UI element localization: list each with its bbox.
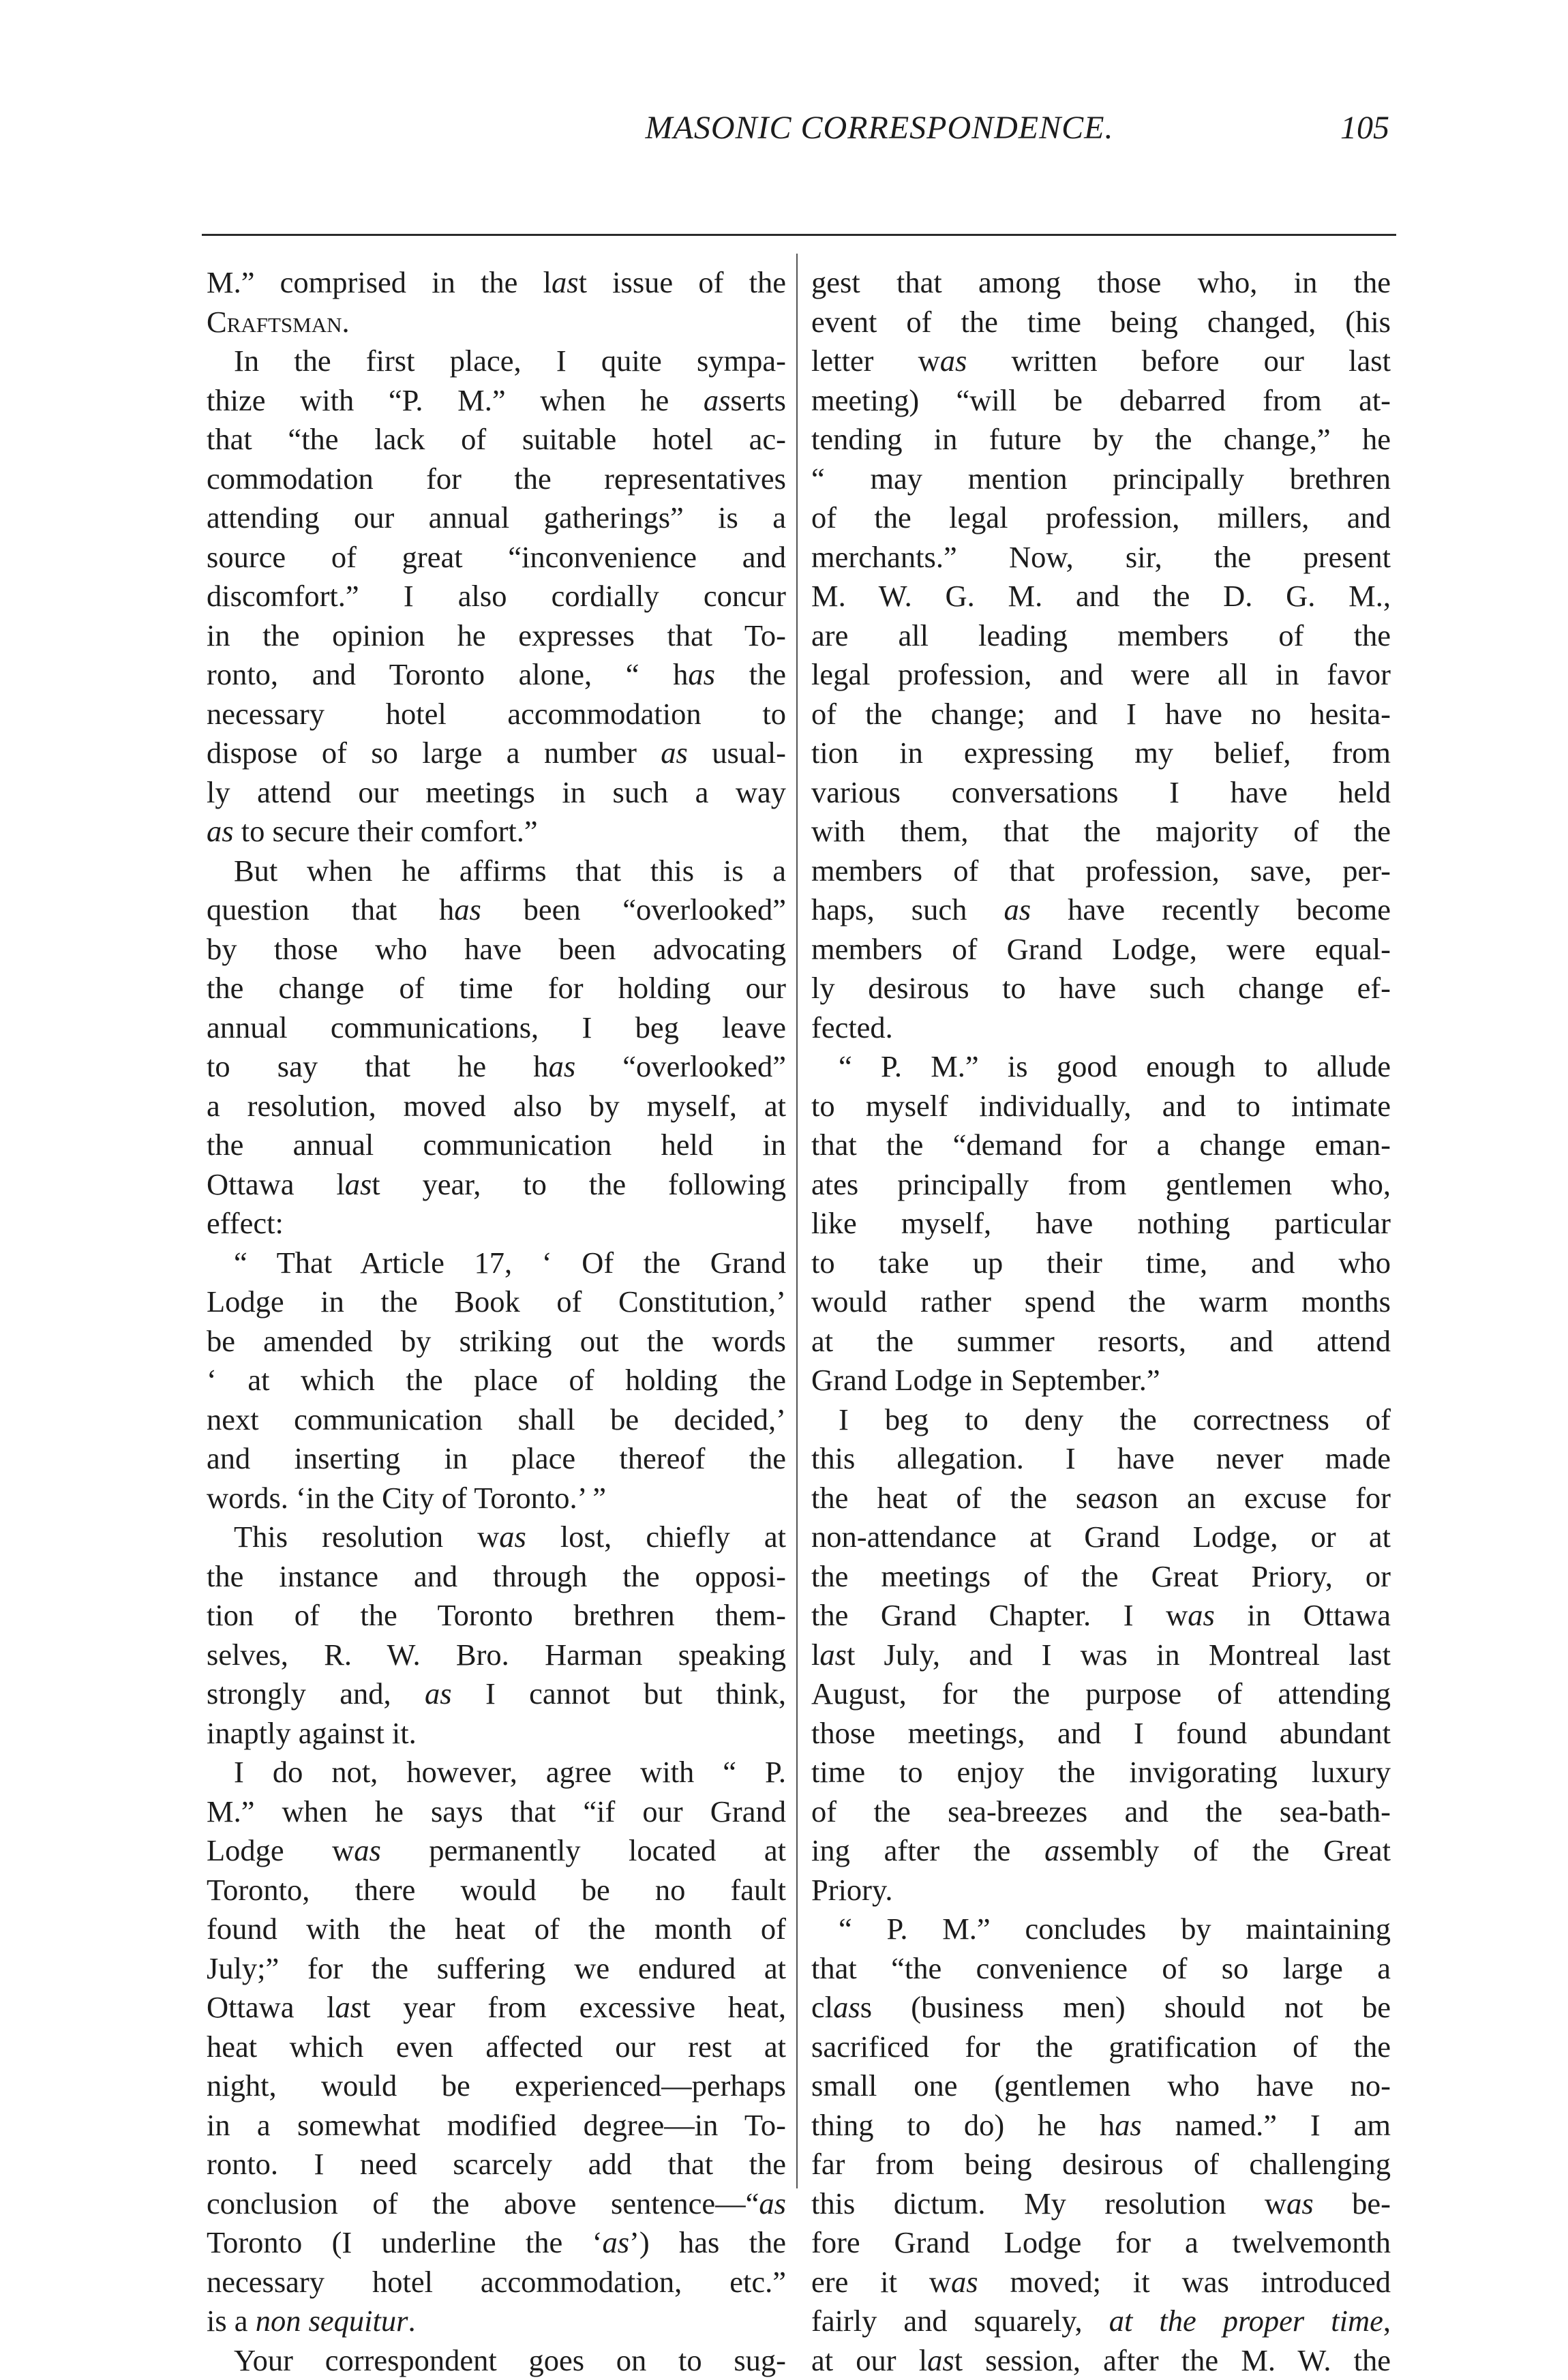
text-line: necessary hotel accommodation to [207,695,786,734]
text-line: this dictum. My resolution was be- [811,2184,1391,2224]
text-line: in the opinion he expresses that To- [207,616,786,656]
text-line: I do not, however, agree with “ P. [207,1753,786,1792]
italic-phrase: as [345,1167,372,1201]
text-line: small one (gentlemen who have no- [811,2066,1391,2106]
text-line: this allegation. I have never made [811,1439,1391,1479]
text-line: selves, R. W. Bro. Harman speaking [207,1636,786,1675]
text-line: the meetings of the Great Priory, or [811,1557,1391,1597]
text-line: the heat of the season an excuse for [811,1479,1391,1518]
text-line: ly desirous to have such change ef- [811,969,1391,1008]
text-line: is a non sequitur. [207,2302,786,2341]
header-rule [202,234,1396,236]
text-line: words. ‘in the City of Toronto.’ ” [207,1479,786,1518]
text-line: be amended by striking out the words [207,1322,786,1361]
text-line: haps, such as have recently become [811,890,1391,930]
text-line: dispose of so large a number as usual- [207,734,786,773]
text-line: legal profession, and were all in favor [811,655,1391,695]
text-line: sacrificed for the gratification of the [811,2028,1391,2067]
text-line: as to secure their comfort.” [207,812,786,852]
text-line: “ P. M.” concludes by maintaining [811,1910,1391,1949]
text-line: But when he affirms that this is a [207,852,786,891]
text-line: thize with “P. M.” when he asserts [207,381,786,421]
column-divider [796,254,798,2188]
text-line: ‘ at which the place of holding the [207,1361,786,1400]
text-line: fore Grand Lodge for a twelvemonth [811,2223,1391,2263]
text-line: ronto. I need scarcely add that the [207,2145,786,2184]
italic-phrase: non sequitur [256,2304,408,2338]
text-line: are all leading members of the [811,616,1391,656]
italic-phrase: as [499,1520,526,1554]
italic-phrase: as [927,2343,954,2377]
italic-phrase: as [688,657,715,691]
italic-phrase: at the proper time [1109,2304,1383,2338]
italic-phrase: as [1115,2108,1142,2142]
page-number: 105 [1340,109,1389,147]
text-line: members of Grand Lodge, were equal- [811,930,1391,969]
text-line: class (business men) should not be [811,1988,1391,2028]
text-line: M. W. G. M. and the D. G. M., [811,577,1391,616]
left-column [207,263,786,2380]
text-line: attending our annual gatherings” is a [207,498,786,538]
italic-phrase: as [1188,1598,1215,1632]
text-line: Toronto, there would be no fault [207,1871,786,1910]
text-line: would rather spend the warm months [811,1282,1391,1322]
italic-phrase: as [1286,2186,1314,2220]
text-line: night, would be experienced—perhaps [207,2066,786,2106]
italic-phrase: as [833,1990,860,2024]
italic-phrase: as [335,1990,363,2024]
text-line: Ottawa last year, to the following [207,1165,786,1205]
text-line: commodation for the representatives [207,460,786,499]
text-line: July;” for the suffering we endured at [207,1949,786,1989]
text-line: This resolution was lost, chiefly at [207,1518,786,1557]
text-line: Your correspondent goes on to sug- [207,2341,786,2380]
text-line: discomfort.” I also cordially concur [207,577,786,616]
text-line: ates principally from gentlemen who, [811,1165,1391,1205]
text-line: question that has been “overlooked” [207,890,786,930]
italic-phrase: as [552,265,579,299]
text-line: Toronto (I underline the ‘as’) has the [207,2223,786,2263]
text-line: heat which even affected our rest at [207,2028,786,2067]
text-line: M.” when he says that “if our Grand [207,1792,786,1832]
text-line: that “the convenience of so large a [811,1949,1391,1989]
text-line: conclusion of the above sentence—“as [207,2184,786,2224]
text-line: Priory. [811,1871,1391,1910]
text-line: to take up their time, and who [811,1244,1391,1283]
right-column [811,263,1391,2380]
italic-phrase: as [1101,1481,1128,1515]
text-line: inaptly against it. [207,1714,786,1753]
italic-phrase: as [819,1638,847,1672]
text-line: ronto, and Toronto alone, “ has the [207,655,786,695]
text-line: non-attendance at Grand Lodge, or at [811,1518,1391,1557]
text-line: ing after the assembly of the Great [811,1831,1391,1871]
italic-phrase: as [1044,1833,1072,1867]
italic-phrase: as [602,2225,629,2259]
text-line: found with the heat of the month of [207,1910,786,1949]
italic-phrase: as [549,1049,576,1083]
text-line: tion of the Toronto brethren them- [207,1596,786,1636]
italic-phrase: as [425,1676,452,1711]
text-line: those meetings, and I found abundant [811,1714,1391,1753]
text-line: members of that profession, save, per- [811,852,1391,891]
text-line: Craftsman. [207,303,786,342]
text-line: “ may mention principally brethren [811,460,1391,499]
text-line: at the summer resorts, and attend [811,1322,1391,1361]
text-line: Lodge in the Book of Constitution,’ [207,1282,786,1322]
text-line: August, for the purpose of attending [811,1674,1391,1714]
text-line: letter was written before our last [811,342,1391,381]
text-line: of the legal profession, millers, and [811,498,1391,538]
text-line: that “the lack of suitable hotel ac- [207,420,786,460]
text-line: merchants.” Now, sir, the present [811,538,1391,577]
running-title: MASONIC CORRESPONDENCE. [0,109,1568,147]
text-line: at our last session, after the M. W. the [811,2341,1391,2380]
text-line: Ottawa last year from excessive heat, [207,1988,786,2028]
text-line: event of the time being changed, (his [811,303,1391,342]
text-line: of the change; and I have no hesita- [811,695,1391,734]
italic-phrase: as [951,2265,978,2299]
text-line: ly attend our meetings in such a way [207,773,786,813]
text-line: “ P. M.” is good enough to allude [811,1047,1391,1087]
text-line: Lodge was permanently located at [207,1831,786,1871]
text-line: I beg to deny the correctness of [811,1400,1391,1440]
italic-phrase: as [940,344,967,378]
italic-phrase: as [759,2186,786,2220]
text-line: the change of time for holding our [207,969,786,1008]
italic-phrase: as [661,736,688,770]
text-line: far from being desirous of challenging [811,2145,1391,2184]
text-line: to myself individually, and to intimate [811,1087,1391,1126]
text-line: to say that he has “overlooked” [207,1047,786,1087]
text-line: necessary hotel accommodation, etc.” [207,2263,786,2302]
italic-phrase: as [454,892,481,927]
text-line: with them, that the majority of the [811,812,1391,852]
text-line: next communication shall be decided,’ [207,1400,786,1440]
page-header [0,0,1568,177]
text-line: a resolution, moved also by myself, at [207,1087,786,1126]
text-line: the annual communication held in [207,1126,786,1165]
text-line: strongly and, as I cannot but think, [207,1674,786,1714]
text-line: that the “demand for a change eman- [811,1126,1391,1165]
text-line: time to enjoy the invigorating luxury [811,1753,1391,1792]
text-line: annual communications, I beg leave [207,1008,786,1048]
text-line: last July, and I was in Montreal last [811,1636,1391,1675]
text-line: source of great “inconvenience and [207,538,786,577]
text-line: and inserting in place thereof the [207,1439,786,1479]
italic-phrase: as [207,814,234,848]
text-line: effect: [207,1204,786,1244]
text-line: ere it was moved; it was introduced [811,2263,1391,2302]
text-line: meeting) “will be debarred from at- [811,381,1391,421]
text-line: gest that among those who, in the [811,263,1391,303]
italic-phrase: as [1004,892,1031,927]
text-line: M.” comprised in the last issue of the [207,263,786,303]
text-line: tending in future by the change,” he [811,420,1391,460]
text-line: the Grand Chapter. I was in Ottawa [811,1596,1391,1636]
text-line: tion in expressing my belief, from [811,734,1391,773]
text-line: “ That Article 17, ‘ Of the Grand [207,1244,786,1283]
italic-phrase: as [704,383,731,417]
text-line: fected. [811,1008,1391,1048]
text-line: by those who have been advocating [207,930,786,969]
text-line: various conversations I have held [811,773,1391,813]
text-line: Grand Lodge in September.” [811,1361,1391,1400]
text-line: like myself, have nothing particular [811,1204,1391,1244]
text-line: in a somewhat modified degree—in To- [207,2106,786,2145]
italic-phrase: as [354,1833,381,1867]
text-line: thing to do) he has named.” I am [811,2106,1391,2145]
text-line: the instance and through the opposi- [207,1557,786,1597]
text-line: In the first place, I quite sympa- [207,342,786,381]
text-line: fairly and squarely, at the proper time, [811,2302,1391,2341]
text-line: of the sea-breezes and the sea-bath- [811,1792,1391,1832]
